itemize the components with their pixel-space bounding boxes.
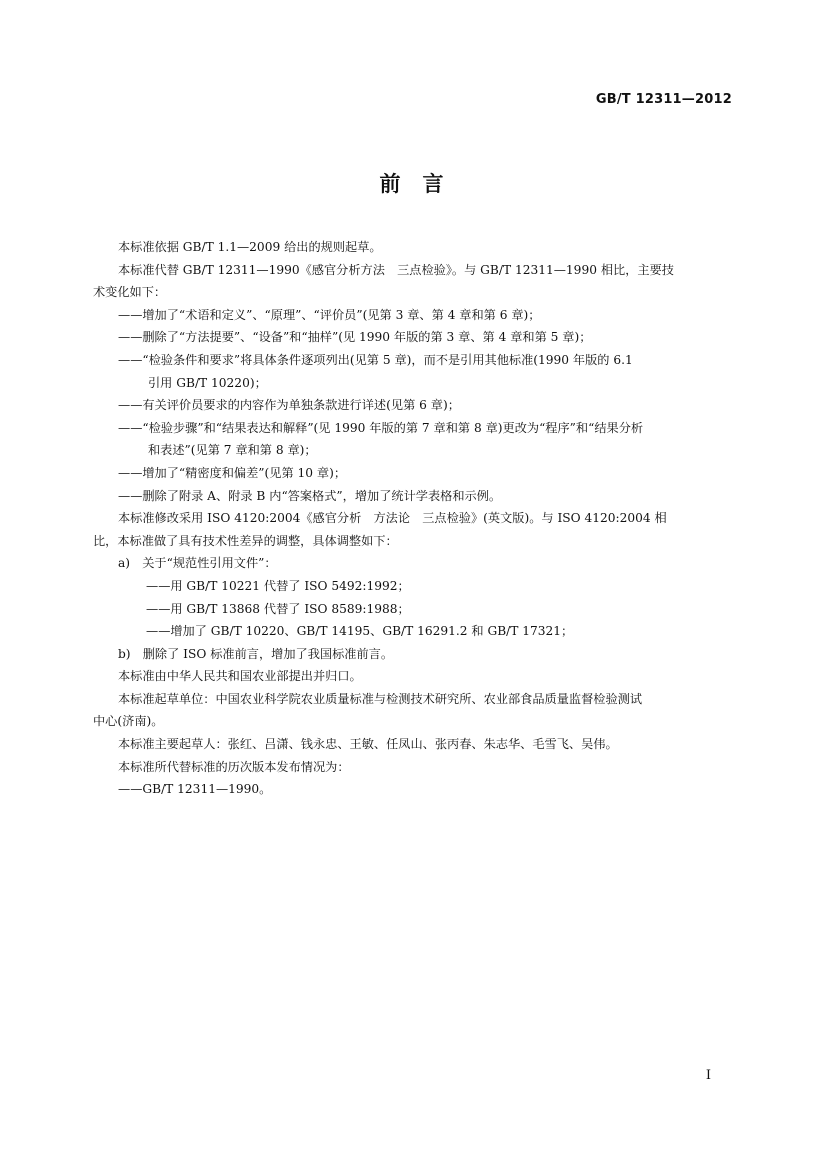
- list-item: b) 删除了 ISO 标准前言，增加了我国标准前言。: [118, 646, 394, 661]
- list-item: ——用 GB/T 10221 代替了 ISO 5492:1992；: [146, 578, 410, 593]
- page-title: 前言: [379, 172, 466, 196]
- paragraph: 本标准修改采用 ISO 4120:2004《感官分析 方法论 三点检验》(英文版)。与 ISO 4120:2004 相: [118, 511, 667, 526]
- paragraph: 本标准代替 GB/T 12311—1990《感官分析方法 三点检验》。与 GB/T 12311—1990 相比，主要技: [118, 262, 674, 277]
- list-item: ——增加了“术语和定义”、“原理”、“评价员”(见第 3 章、第 4 章和第 6 章)；: [118, 307, 541, 322]
- list-item-continuation: 引用 GB/T 10220)；: [148, 375, 267, 390]
- paragraph: 本标准起草单位：中国农业科学院农业质量标准与检测技术研究所、农业部食品质量监督检验测试: [118, 691, 643, 706]
- list-item: ——增加了“精密度和偏差”(见第 10 章)；: [118, 465, 347, 480]
- list-item-continuation: 和表述”(见第 7 章和第 8 章)；: [148, 443, 317, 458]
- list-item: a) 关于“规范性引用文件”：: [118, 556, 277, 571]
- paragraph: 本标准依据 GB/T 1.1—2009 给出的规则起草。: [118, 240, 382, 254]
- paragraph-continuation: 中心(济南)。: [93, 714, 164, 729]
- paragraph-continuation: 比，本标准做了具有技术性差异的调整，具体调整如下：: [93, 533, 398, 548]
- list-item: ——有关评价员要求的内容作为单独条款进行详述(见第 6 章)；: [118, 398, 460, 413]
- list-item: ——“检验步骤”和“结果表达和解释”(见 1990 年版的第 7 章和第 8 章)更改为“程序”和“结果分析: [118, 420, 644, 435]
- list-item: ——用 GB/T 13868 代替了 ISO 8589:1988；: [146, 601, 410, 616]
- list-item: ——增加了 GB/T 10220、GB/T 14195、GB/T 16291.2 和 GB/T 17321；: [146, 624, 574, 639]
- list-item: ——GB/T 12311—1990。: [118, 782, 272, 797]
- paragraph: 本标准所代替标准的历次版本发布情况为：: [118, 759, 350, 774]
- paragraph: 本标准由中华人民共和国农业部提出并归口。: [118, 669, 362, 684]
- paragraph: 本标准主要起草人：张红、吕潇、钱永忠、王敏、任凤山、张丙春、朱志华、毛雪飞、吴伟。: [118, 737, 618, 752]
- paragraph-continuation: 术变化如下：: [93, 285, 167, 300]
- document-body: [93, 236, 733, 801]
- page-number: I: [705, 1068, 711, 1083]
- standard-code: GB/T 12311—2012: [595, 92, 732, 107]
- list-item: ——“检验条件和要求”将具体条件逐项列出(见第 5 章)，而不是引用其他标准(1990 年版的 6.1: [118, 352, 633, 367]
- list-item: ——删除了附录 A、附录 B 内“答案格式”，增加了统计学表格和示例。: [118, 488, 502, 503]
- list-item: ——删除了“方法提要”、“设备”和“抽样”(见 1990 年版的第 3 章、第 4 章和第 5 章)；: [118, 330, 592, 345]
